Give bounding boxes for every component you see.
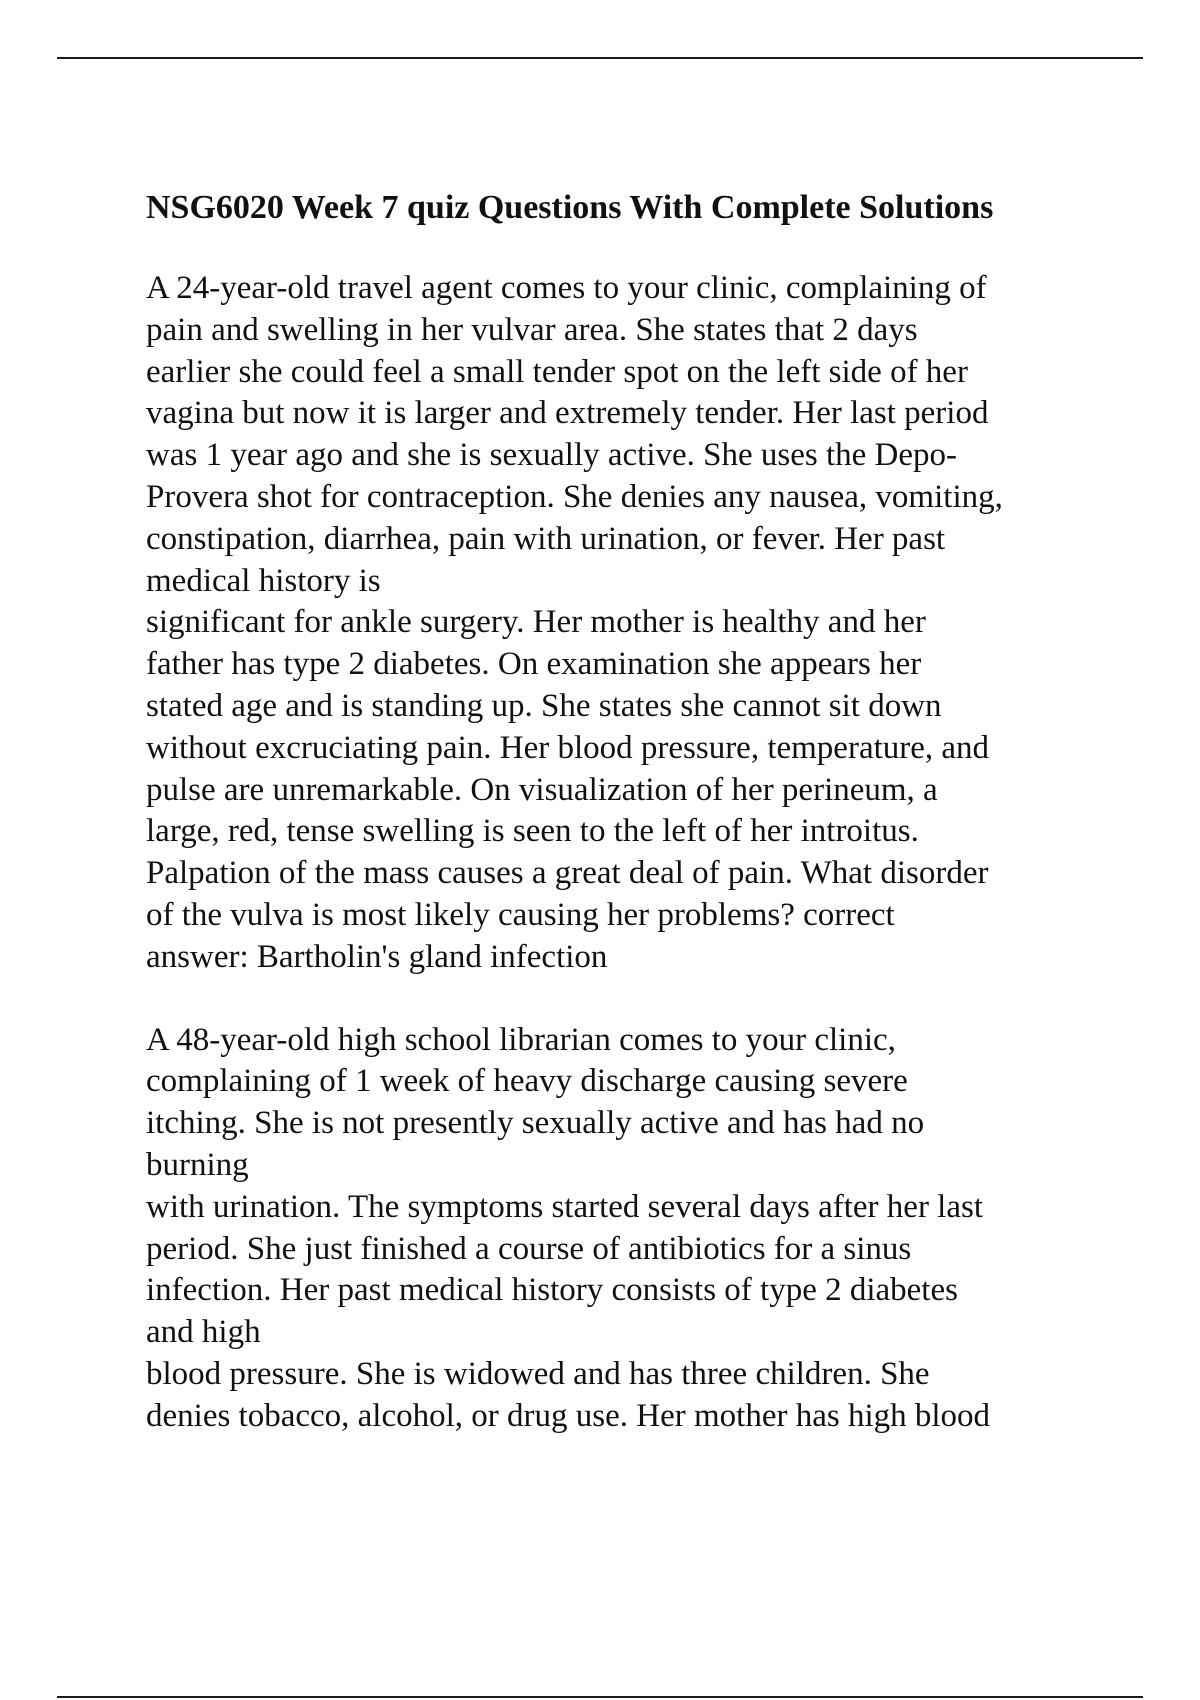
text-line: large, red, tense swelling is seen to the left of her introitus. [146, 813, 919, 850]
text-line: blood pressure. She is widowed and has three children. She [146, 1355, 930, 1392]
text-line: denies tobacco, alcohol, or drug use. Her mother has high blood [146, 1397, 991, 1434]
answer-line: answer: Bartholin's gland infection [146, 938, 608, 975]
text-line: medical history is [146, 562, 381, 599]
page-content [146, 188, 1106, 1479]
text-line: stated age and is standing up. She states she cannot sit down [146, 687, 942, 724]
text-line: vagina but now it is larger and extremely tender. Her last period [146, 395, 989, 432]
text-line: without excruciating pain. Her blood pressure, temperature, and [146, 729, 990, 766]
question-2 [146, 1020, 1106, 1438]
document-title: NSG6020 Week 7 quiz Questions With Complete Solutions [146, 189, 994, 226]
text-line: significant for ankle surgery. Her mother is healthy and her [146, 604, 926, 641]
text-line: Palpation of the mass causes a great deal of pain. What disorder [146, 855, 989, 892]
text-line: A 48-year-old high school librarian comes to your clinic, [146, 1021, 896, 1058]
text-line: Provera shot for contraception. She denies any nausea, vomiting, [146, 478, 1003, 515]
text-line: itching. She is not presently sexually active and has had no [146, 1105, 925, 1142]
text-line: A 24-year-old travel agent comes to your clinic, complaining of [146, 270, 987, 306]
text-line: of the vulva is most likely causing her problems? correct [146, 896, 895, 933]
text-line: and high [146, 1314, 261, 1351]
text-line: burning [146, 1146, 249, 1183]
footer-rule [57, 1696, 1143, 1698]
header-rule [57, 57, 1143, 59]
text-line: was 1 year ago and she is sexually active. She uses the Depo- [146, 437, 958, 474]
question-1 [146, 268, 1106, 979]
text-line: pain and swelling in her vulvar area. She states that 2 days [146, 311, 918, 348]
text-line: pulse are unremarkable. On visualization of her perineum, a [146, 771, 938, 808]
text-line: father has type 2 diabetes. On examination she appears her [146, 646, 922, 683]
text-line: with urination. The symptoms started several days after her last [146, 1188, 984, 1225]
text-line: constipation, diarrhea, pain with urination, or fever. Her past [146, 520, 946, 557]
text-line: earlier she could feel a small tender spot on the left side of her [146, 353, 968, 390]
text-line: period. She just finished a course of antibiotics for a sinus [146, 1230, 912, 1267]
text-line: complaining of 1 week of heavy discharge causing severe [146, 1063, 908, 1100]
text-line: infection. Her past medical history consists of type 2 diabetes [146, 1272, 958, 1309]
